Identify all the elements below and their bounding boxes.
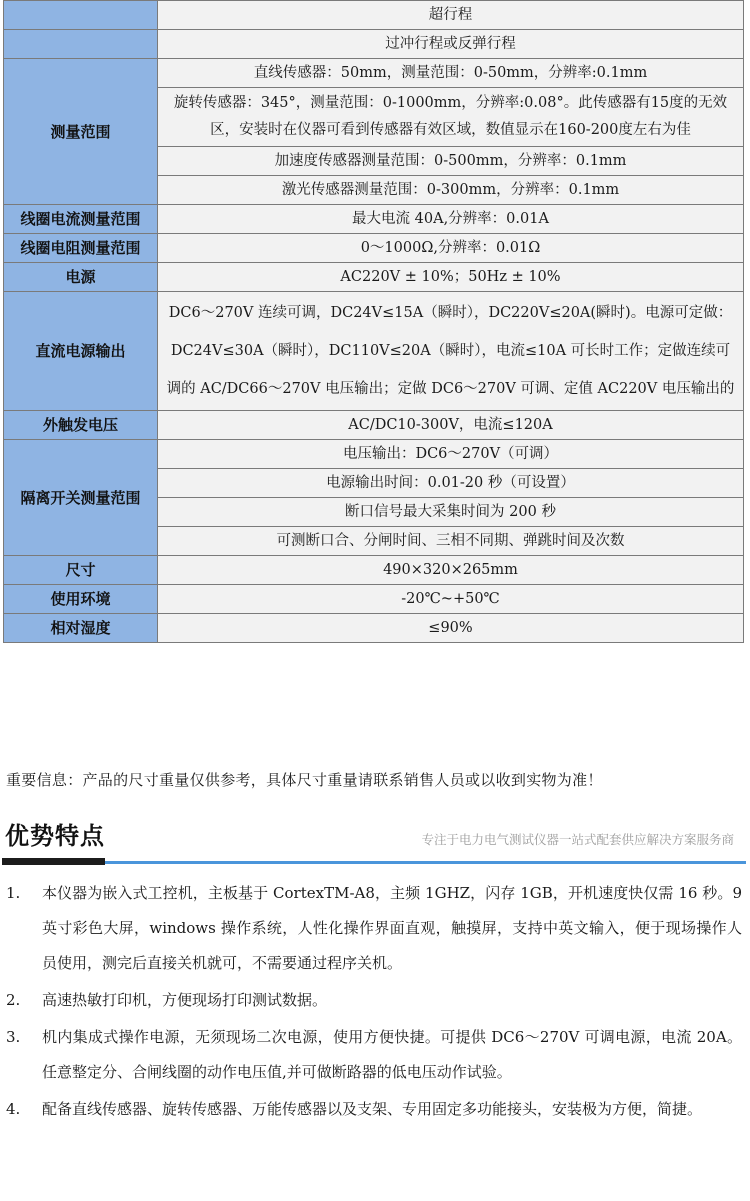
isolation-measurables: 可测断口合、分闸时间、三相不同期、弹跳时间及次数 <box>158 527 744 556</box>
isolation-output-time: 电源输出时间：0.01-20 秒（可设置） <box>158 469 744 498</box>
spec-table <box>3 0 744 643</box>
linear-sensor-spec: 直线传感器：50mm，测量范围：0-50mm，分辨率:0.1mm <box>158 59 744 88</box>
list-item <box>0 983 742 1018</box>
table-row <box>4 234 744 263</box>
trigger-voltage-label: 外触发电压 <box>4 411 158 440</box>
list-item-number: 4. <box>6 1100 21 1118</box>
table-row <box>4 585 744 614</box>
environment-value: -20℃~+50℃ <box>158 585 744 614</box>
table-row <box>4 614 744 643</box>
measure-range-label: 测量范围 <box>4 59 158 205</box>
laser-sensor-spec: 激光传感器测量范围：0-300mm，分辨率：0.1mm <box>158 176 744 205</box>
list-item-number: 1. <box>6 884 21 902</box>
dc-output-label: 直流电源输出 <box>4 292 158 411</box>
important-notice: 重要信息：产品的尺寸重量仅供参考，具体尺寸重量请联系销售人员或以收到实物为准！ <box>6 771 603 789</box>
advantages-title: 优势特点 <box>5 822 105 850</box>
table-row <box>4 30 744 59</box>
overtravel-desc: 过冲行程或反弹行程 <box>158 30 744 59</box>
environment-label: 使用环境 <box>4 585 158 614</box>
list-item-text: 配备直线传感器、旋转传感器、万能传感器以及支架、专用固定多功能接头，安装极为方便，简捷。 <box>42 1100 703 1118</box>
power-value: AC220V ± 10%；50Hz ± 10% <box>158 263 744 292</box>
humidity-label: 相对湿度 <box>4 614 158 643</box>
table-row <box>4 205 744 234</box>
list-item <box>0 876 742 981</box>
table-row <box>4 440 744 469</box>
list-item <box>0 1020 742 1090</box>
company-slogan: 专注于电力电气测试仪器一站式配套供应解决方案服务商 <box>421 832 734 847</box>
table-row <box>4 411 744 440</box>
list-item-number: 3. <box>6 1028 21 1046</box>
coil-current-label: 线圈电流测量范围 <box>4 205 158 234</box>
title-underline-blue <box>105 861 746 864</box>
size-label: 尺寸 <box>4 556 158 585</box>
list-item-number: 2. <box>6 991 21 1009</box>
coil-current-value: 最大电流 40A,分辨率：0.01A <box>158 205 744 234</box>
accel-sensor-spec: 加速度传感器测量范围：0-500mm，分辨率：0.1mm <box>158 147 744 176</box>
isolation-capture-time: 断口信号最大采集时间为 200 秒 <box>158 498 744 527</box>
humidity-value: ≤90% <box>158 614 744 643</box>
advantages-list <box>0 876 742 1129</box>
power-label: 电源 <box>4 263 158 292</box>
table-row <box>4 263 744 292</box>
dc-output-value: DC6～270V 连续可调，DC24V≤15A（瞬时），DC220V≤20A(瞬时)。电源可定做：DC24V≤30A（瞬时），DC110V≤20A（瞬时），电流≤10A 可长时工作；定做连续可调的 AC/DC66～270V 电压输出；定做 DC6～270V 可调、定值 AC220V 电压输出的 <box>158 292 744 411</box>
row-label-empty <box>4 1 158 30</box>
list-item <box>0 1092 742 1127</box>
table-row <box>4 292 744 411</box>
trigger-voltage-value: AC/DC10-300V，电流≤120A <box>158 411 744 440</box>
size-value: 490×320×265mm <box>158 556 744 585</box>
list-item-text: 本仪器为嵌入式工控机，主板基于 CortexTM-A8，主频 1GHZ，闪存 1GB，开机速度快仅需 16 秒。9 英寸彩色大屏，windows 操作系统，人性化操作界面直观，触摸屏，支持中英文输入，便于现场操作人员使用，测完后直接关机就可，不需要通过程序关机。 <box>42 884 742 972</box>
coil-resistance-label: 线圈电阻测量范围 <box>4 234 158 263</box>
rotary-sensor-spec: 旋转传感器：345°，测量范围：0-1000mm，分辨率:0.08°。此传感器有15度的无效区，安装时在仪器可看到传感器有效区域，数值显示在160-200度左右为佳 <box>158 88 744 147</box>
table-row <box>4 59 744 88</box>
isolation-voltage-output: 电压输出：DC6～270V（可调） <box>158 440 744 469</box>
overtravel-heading: 超行程 <box>158 1 744 30</box>
coil-resistance-value: 0～1000Ω,分辨率：0.01Ω <box>158 234 744 263</box>
table-row <box>4 1 744 30</box>
list-item-text: 高速热敏打印机，方便现场打印测试数据。 <box>42 991 328 1009</box>
list-item-text: 机内集成式操作电源，无须现场二次电源，使用方便快捷。可提供 DC6～270V 可调电源，电流 20A。任意整定分、合闸线圈的动作电压值,并可做断路器的低电压动作试验。 <box>42 1028 742 1081</box>
title-underline-dark <box>2 858 105 865</box>
table-row <box>4 556 744 585</box>
row-label-empty <box>4 30 158 59</box>
isolation-switch-label: 隔离开关测量范围 <box>4 440 158 556</box>
